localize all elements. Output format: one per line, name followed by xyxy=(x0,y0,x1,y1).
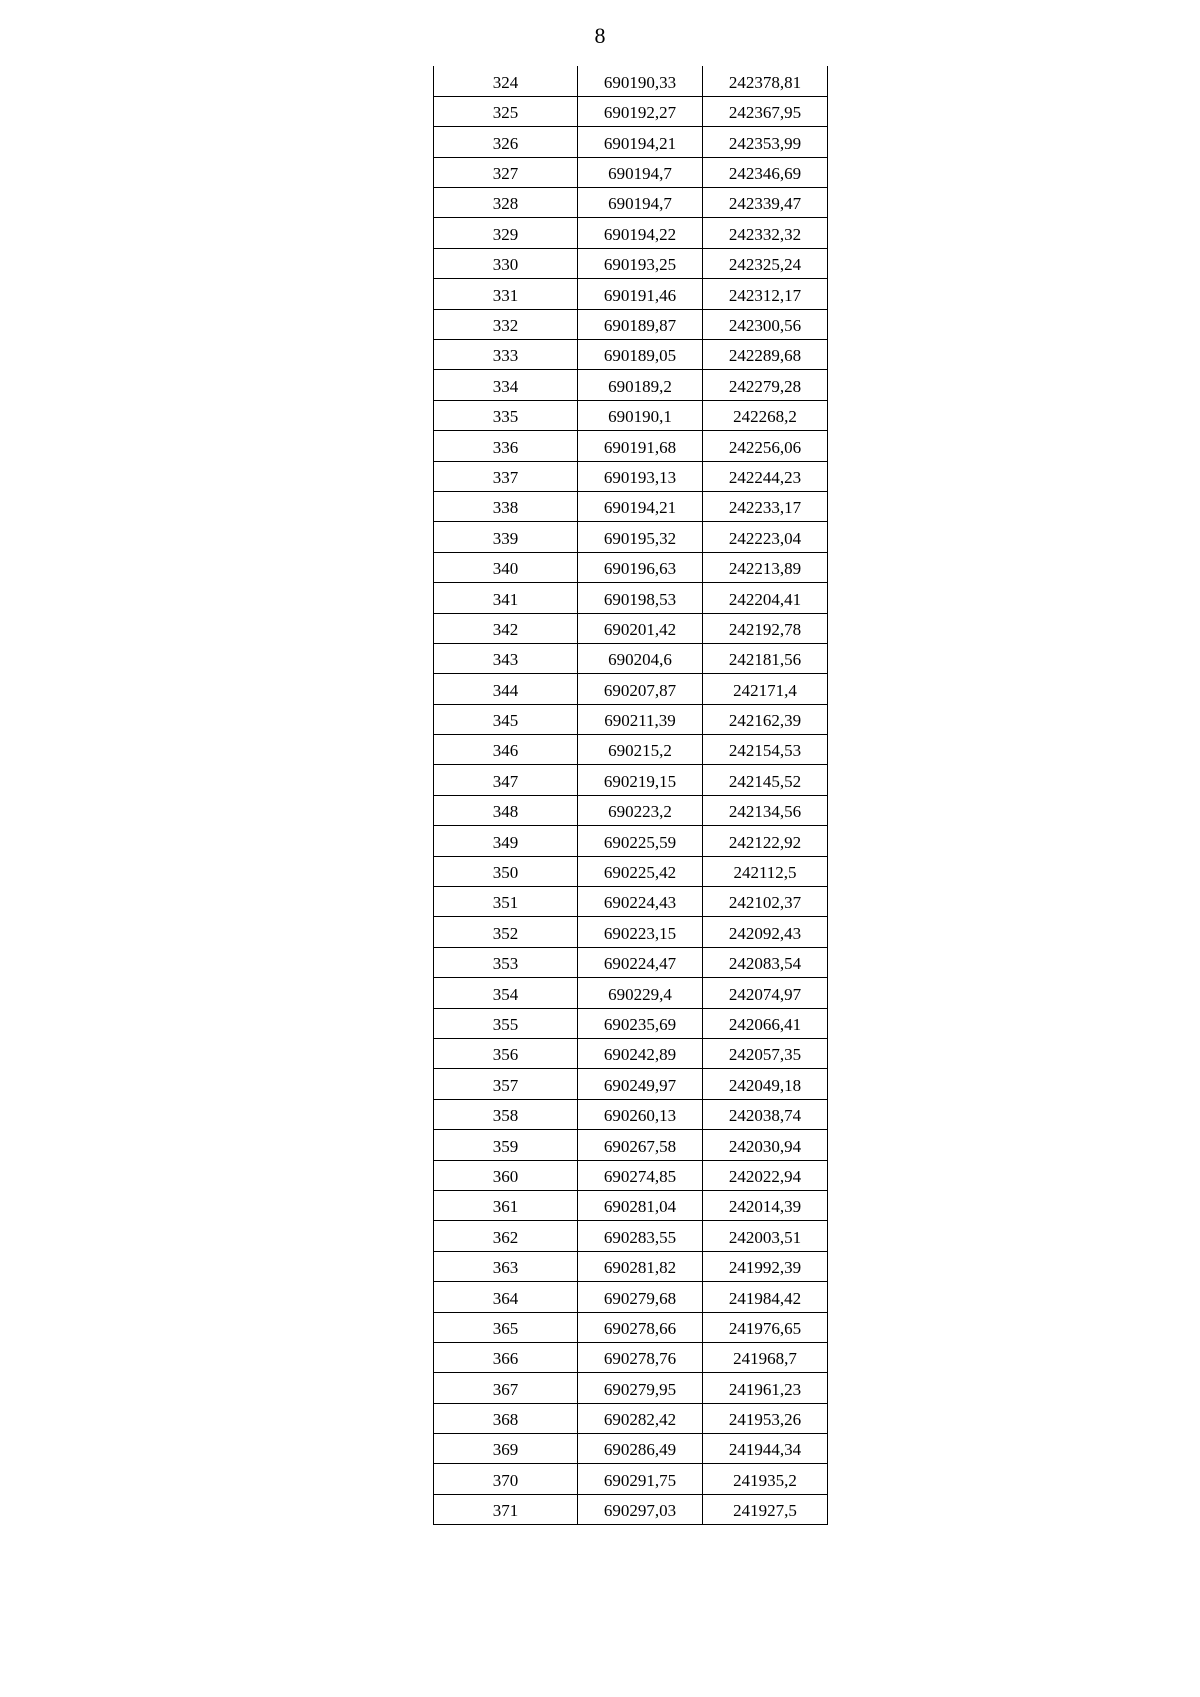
point-number-cell: 338 xyxy=(434,491,578,521)
point-number-cell: 340 xyxy=(434,552,578,582)
x-coordinate-cell: 690267,58 xyxy=(578,1130,703,1160)
y-coordinate-cell: 241944,34 xyxy=(703,1434,828,1464)
coordinates-table-body xyxy=(434,66,828,1525)
table-row xyxy=(434,309,828,339)
y-coordinate-cell: 242204,41 xyxy=(703,583,828,613)
table-row xyxy=(434,370,828,400)
x-coordinate-cell: 690191,68 xyxy=(578,431,703,461)
point-number-cell: 339 xyxy=(434,522,578,552)
y-coordinate-cell: 242122,92 xyxy=(703,826,828,856)
point-number-cell: 327 xyxy=(434,157,578,187)
y-coordinate-cell: 242154,53 xyxy=(703,735,828,765)
y-coordinate-cell: 242353,99 xyxy=(703,127,828,157)
point-number-cell: 330 xyxy=(434,248,578,278)
point-number-cell: 334 xyxy=(434,370,578,400)
x-coordinate-cell: 690195,32 xyxy=(578,522,703,552)
table-row xyxy=(434,188,828,218)
table-row xyxy=(434,66,828,96)
table-row xyxy=(434,735,828,765)
y-coordinate-cell: 242213,89 xyxy=(703,552,828,582)
y-coordinate-cell: 241935,2 xyxy=(703,1464,828,1494)
y-coordinate-cell: 242332,32 xyxy=(703,218,828,248)
y-coordinate-cell: 241976,65 xyxy=(703,1312,828,1342)
y-coordinate-cell: 242244,23 xyxy=(703,461,828,491)
x-coordinate-cell: 690192,27 xyxy=(578,96,703,126)
x-coordinate-cell: 690224,43 xyxy=(578,887,703,917)
y-coordinate-cell: 241992,39 xyxy=(703,1251,828,1281)
table-row xyxy=(434,856,828,886)
table-row xyxy=(434,461,828,491)
point-number-cell: 357 xyxy=(434,1069,578,1099)
point-number-cell: 336 xyxy=(434,431,578,461)
x-coordinate-cell: 690282,42 xyxy=(578,1403,703,1433)
point-number-cell: 331 xyxy=(434,279,578,309)
point-number-cell: 342 xyxy=(434,613,578,643)
table-row xyxy=(434,279,828,309)
point-number-cell: 348 xyxy=(434,795,578,825)
x-coordinate-cell: 690286,49 xyxy=(578,1434,703,1464)
x-coordinate-cell: 690194,22 xyxy=(578,218,703,248)
point-number-cell: 335 xyxy=(434,400,578,430)
x-coordinate-cell: 690190,1 xyxy=(578,400,703,430)
y-coordinate-cell: 242112,5 xyxy=(703,856,828,886)
y-coordinate-cell: 242057,35 xyxy=(703,1039,828,1069)
table-row xyxy=(434,917,828,947)
x-coordinate-cell: 690201,42 xyxy=(578,613,703,643)
point-number-cell: 349 xyxy=(434,826,578,856)
y-coordinate-cell: 242346,69 xyxy=(703,157,828,187)
point-number-cell: 371 xyxy=(434,1494,578,1524)
point-number-cell: 325 xyxy=(434,96,578,126)
point-number-cell: 350 xyxy=(434,856,578,886)
x-coordinate-cell: 690189,87 xyxy=(578,309,703,339)
y-coordinate-cell: 242145,52 xyxy=(703,765,828,795)
table-row xyxy=(434,1342,828,1372)
x-coordinate-cell: 690235,69 xyxy=(578,1008,703,1038)
y-coordinate-cell: 242066,41 xyxy=(703,1008,828,1038)
x-coordinate-cell: 690194,21 xyxy=(578,491,703,521)
table-row xyxy=(434,1434,828,1464)
point-number-cell: 361 xyxy=(434,1190,578,1220)
table-row xyxy=(434,674,828,704)
point-number-cell: 345 xyxy=(434,704,578,734)
y-coordinate-cell: 241968,7 xyxy=(703,1342,828,1372)
x-coordinate-cell: 690193,13 xyxy=(578,461,703,491)
table-row xyxy=(434,1464,828,1494)
table-row xyxy=(434,947,828,977)
table-row xyxy=(434,400,828,430)
table-row xyxy=(434,1069,828,1099)
x-coordinate-cell: 690211,39 xyxy=(578,704,703,734)
point-number-cell: 326 xyxy=(434,127,578,157)
point-number-cell: 346 xyxy=(434,735,578,765)
y-coordinate-cell: 242162,39 xyxy=(703,704,828,734)
x-coordinate-cell: 690219,15 xyxy=(578,765,703,795)
point-number-cell: 364 xyxy=(434,1282,578,1312)
point-number-cell: 341 xyxy=(434,583,578,613)
x-coordinate-cell: 690193,25 xyxy=(578,248,703,278)
table-row xyxy=(434,1221,828,1251)
x-coordinate-cell: 690249,97 xyxy=(578,1069,703,1099)
x-coordinate-cell: 690207,87 xyxy=(578,674,703,704)
table-row xyxy=(434,795,828,825)
point-number-cell: 333 xyxy=(434,340,578,370)
y-coordinate-cell: 242092,43 xyxy=(703,917,828,947)
y-coordinate-cell: 241961,23 xyxy=(703,1373,828,1403)
point-number-cell: 329 xyxy=(434,218,578,248)
y-coordinate-cell: 242223,04 xyxy=(703,522,828,552)
table-row xyxy=(434,1373,828,1403)
point-number-cell: 358 xyxy=(434,1099,578,1129)
page-number: 8 xyxy=(594,23,606,48)
x-coordinate-cell: 690189,2 xyxy=(578,370,703,400)
x-coordinate-cell: 690274,85 xyxy=(578,1160,703,1190)
table-row xyxy=(434,978,828,1008)
x-coordinate-cell: 690225,42 xyxy=(578,856,703,886)
point-number-cell: 367 xyxy=(434,1373,578,1403)
table-row xyxy=(434,522,828,552)
x-coordinate-cell: 690260,13 xyxy=(578,1099,703,1129)
y-coordinate-cell: 242268,2 xyxy=(703,400,828,430)
table-row xyxy=(434,552,828,582)
table-row xyxy=(434,1099,828,1129)
table-row xyxy=(434,704,828,734)
y-coordinate-cell: 242171,4 xyxy=(703,674,828,704)
x-coordinate-cell: 690189,05 xyxy=(578,340,703,370)
table-row xyxy=(434,1312,828,1342)
x-coordinate-cell: 690194,21 xyxy=(578,127,703,157)
y-coordinate-cell: 242279,28 xyxy=(703,370,828,400)
point-number-cell: 353 xyxy=(434,947,578,977)
x-coordinate-cell: 690223,15 xyxy=(578,917,703,947)
y-coordinate-cell: 242233,17 xyxy=(703,491,828,521)
x-coordinate-cell: 690283,55 xyxy=(578,1221,703,1251)
y-coordinate-cell: 241953,26 xyxy=(703,1403,828,1433)
table-row xyxy=(434,157,828,187)
table-row xyxy=(434,1160,828,1190)
table-row xyxy=(434,1130,828,1160)
y-coordinate-cell: 242367,95 xyxy=(703,96,828,126)
table-row xyxy=(434,1403,828,1433)
point-number-cell: 365 xyxy=(434,1312,578,1342)
y-coordinate-cell: 242038,74 xyxy=(703,1099,828,1129)
x-coordinate-cell: 690196,63 xyxy=(578,552,703,582)
table-row xyxy=(434,218,828,248)
point-number-cell: 360 xyxy=(434,1160,578,1190)
point-number-cell: 370 xyxy=(434,1464,578,1494)
table-row xyxy=(434,765,828,795)
point-number-cell: 332 xyxy=(434,309,578,339)
coordinates-table xyxy=(433,66,828,1525)
y-coordinate-cell: 242300,56 xyxy=(703,309,828,339)
x-coordinate-cell: 690225,59 xyxy=(578,826,703,856)
y-coordinate-cell: 242049,18 xyxy=(703,1069,828,1099)
x-coordinate-cell: 690224,47 xyxy=(578,947,703,977)
x-coordinate-cell: 690281,82 xyxy=(578,1251,703,1281)
point-number-cell: 343 xyxy=(434,643,578,673)
y-coordinate-cell: 242339,47 xyxy=(703,188,828,218)
y-coordinate-cell: 242083,54 xyxy=(703,947,828,977)
y-coordinate-cell: 242022,94 xyxy=(703,1160,828,1190)
y-coordinate-cell: 242030,94 xyxy=(703,1130,828,1160)
y-coordinate-cell: 241927,5 xyxy=(703,1494,828,1524)
x-coordinate-cell: 690190,33 xyxy=(578,66,703,96)
x-coordinate-cell: 690242,89 xyxy=(578,1039,703,1069)
y-coordinate-cell: 241984,42 xyxy=(703,1282,828,1312)
x-coordinate-cell: 690194,7 xyxy=(578,157,703,187)
y-coordinate-cell: 242102,37 xyxy=(703,887,828,917)
y-coordinate-cell: 242074,97 xyxy=(703,978,828,1008)
table-row xyxy=(434,491,828,521)
x-coordinate-cell: 690191,46 xyxy=(578,279,703,309)
table-row xyxy=(434,248,828,278)
y-coordinate-cell: 242289,68 xyxy=(703,340,828,370)
x-coordinate-cell: 690281,04 xyxy=(578,1190,703,1220)
y-coordinate-cell: 242192,78 xyxy=(703,613,828,643)
x-coordinate-cell: 690279,95 xyxy=(578,1373,703,1403)
table-row xyxy=(434,340,828,370)
x-coordinate-cell: 690229,4 xyxy=(578,978,703,1008)
y-coordinate-cell: 242014,39 xyxy=(703,1190,828,1220)
point-number-cell: 368 xyxy=(434,1403,578,1433)
table-row xyxy=(434,1008,828,1038)
y-coordinate-cell: 242325,24 xyxy=(703,248,828,278)
x-coordinate-cell: 690215,2 xyxy=(578,735,703,765)
point-number-cell: 352 xyxy=(434,917,578,947)
table-row xyxy=(434,431,828,461)
y-coordinate-cell: 242312,17 xyxy=(703,279,828,309)
table-row xyxy=(434,887,828,917)
x-coordinate-cell: 690194,7 xyxy=(578,188,703,218)
point-number-cell: 354 xyxy=(434,978,578,1008)
x-coordinate-cell: 690223,2 xyxy=(578,795,703,825)
table-row xyxy=(434,1039,828,1069)
point-number-cell: 356 xyxy=(434,1039,578,1069)
x-coordinate-cell: 690297,03 xyxy=(578,1494,703,1524)
x-coordinate-cell: 690278,66 xyxy=(578,1312,703,1342)
x-coordinate-cell: 690278,76 xyxy=(578,1342,703,1372)
table-row xyxy=(434,96,828,126)
x-coordinate-cell: 690198,53 xyxy=(578,583,703,613)
point-number-cell: 363 xyxy=(434,1251,578,1281)
y-coordinate-cell: 242003,51 xyxy=(703,1221,828,1251)
point-number-cell: 351 xyxy=(434,887,578,917)
x-coordinate-cell: 690291,75 xyxy=(578,1464,703,1494)
point-number-cell: 362 xyxy=(434,1221,578,1251)
table-row xyxy=(434,1190,828,1220)
table-row xyxy=(434,1494,828,1524)
point-number-cell: 337 xyxy=(434,461,578,491)
point-number-cell: 369 xyxy=(434,1434,578,1464)
point-number-cell: 366 xyxy=(434,1342,578,1372)
table-row xyxy=(434,583,828,613)
x-coordinate-cell: 690204,6 xyxy=(578,643,703,673)
point-number-cell: 328 xyxy=(434,188,578,218)
y-coordinate-cell: 242134,56 xyxy=(703,795,828,825)
x-coordinate-cell: 690279,68 xyxy=(578,1282,703,1312)
table-row xyxy=(434,1251,828,1281)
table-row xyxy=(434,127,828,157)
point-number-cell: 324 xyxy=(434,66,578,96)
table-row xyxy=(434,643,828,673)
point-number-cell: 347 xyxy=(434,765,578,795)
point-number-cell: 355 xyxy=(434,1008,578,1038)
table-row xyxy=(434,1282,828,1312)
y-coordinate-cell: 242256,06 xyxy=(703,431,828,461)
table-row xyxy=(434,613,828,643)
table-row xyxy=(434,826,828,856)
y-coordinate-cell: 242181,56 xyxy=(703,643,828,673)
point-number-cell: 344 xyxy=(434,674,578,704)
point-number-cell: 359 xyxy=(434,1130,578,1160)
y-coordinate-cell: 242378,81 xyxy=(703,66,828,96)
